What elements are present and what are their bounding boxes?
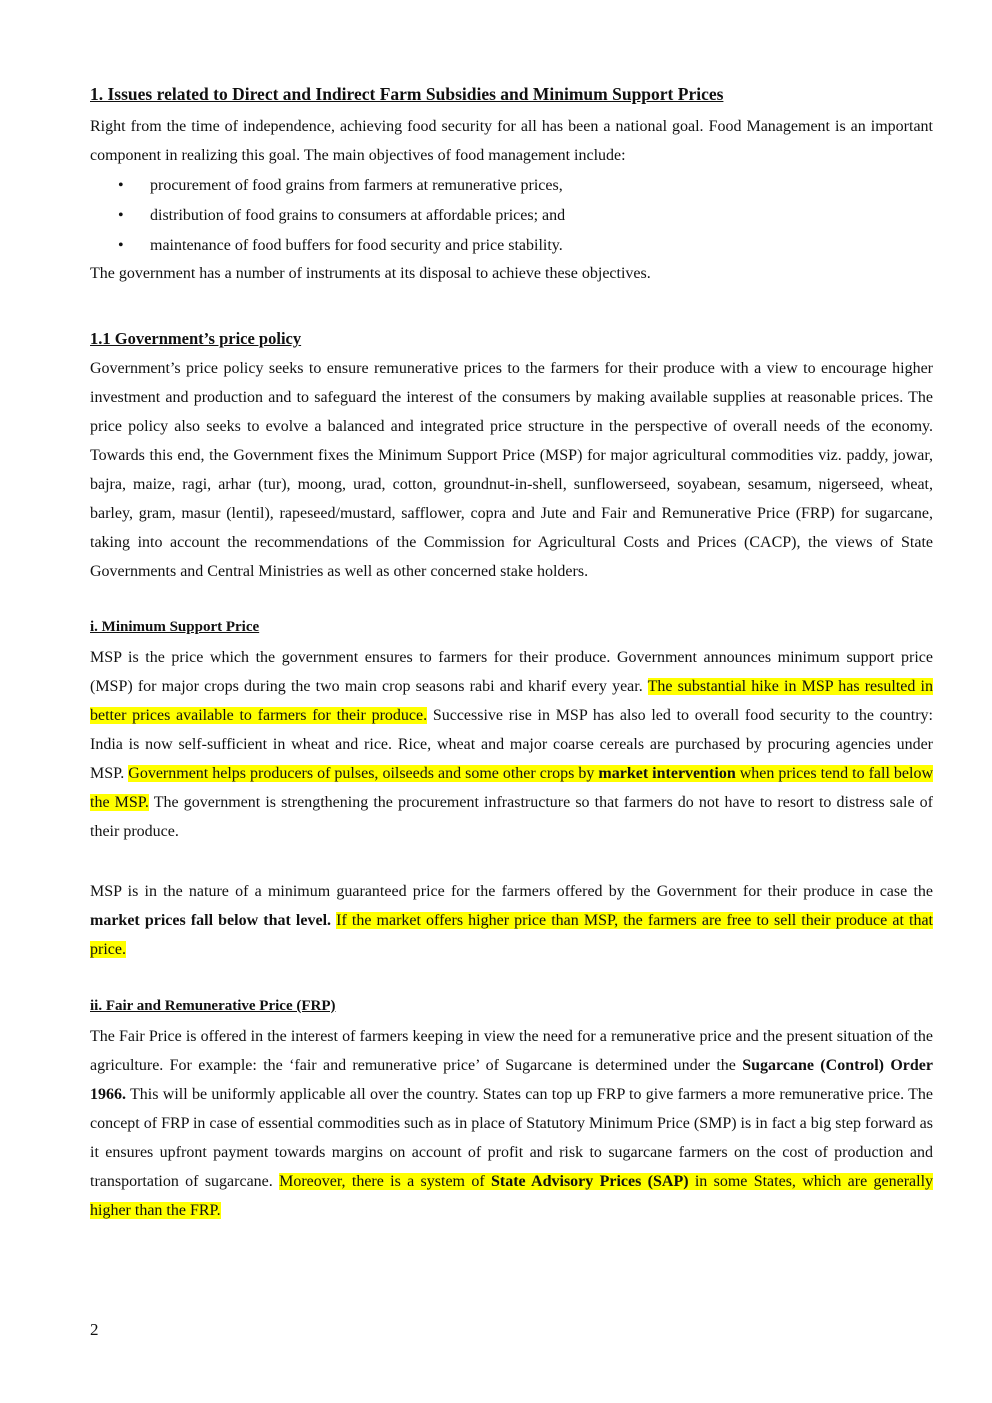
section-heading: 1. Issues related to Direct and Indirect Farm Subsidies and Minimum Support Prices [90,84,724,104]
text-run: Successive rise in MSP has also led to overall food security to the country: India is now self-sufficient in wheat and rice. Rice, wheat and major coarse cereals are purchased by procuring agencies under MSP. [90,707,933,782]
bold-text: market prices fall below that level. [90,912,332,929]
price-policy-paragraph: Government’s price policy seeks to ensure remunerative prices to the farmers for their produce with a view to encourage higher investment and production and to safeguard the interest of the consumers by making available supplies at reasonable prices. The price policy also seeks to evolve a balanced and integrated price structure in the perspective of overall needs of the economy. Towards this end, the Government fixes the Minimum Support Price (MSP) for major agricultural commodities viz. paddy, jowar, bajra, maize, ragi, arhar (tur), moong, urad, cotton, groundnut-in-shell, sunflowerseed, soyabean, sesamum, nigerseed, wheat, barley, gram, masur (lentil), rapeseed/mustard, safflower, copra and Jute and Fair and Remunerative Price (FRP) for sugarcane, taking into account the recommendations of the Commission for Agricultural Costs and Prices (CACP), the views of State Governments and Central Ministries as well as other concerned stake holders. [90,360,933,580]
highlighted-text: when prices tend to fall below the MSP. [90,765,934,811]
list-item: • distribution of food grains to consumers at affordable prices; and [90,201,933,231]
text-run: MSP is the price which the government ensures to farmers for their produce. Government announces minimum support price (MSP) for major crops during the two main crop seasons rabi and kharif every year. [90,649,933,695]
text-run: The Fair Price is offered in the interest of farmers keeping in view the need for a remunerative price and the present situation of the agriculture. For example: the ‘fair and remunerative price’ of Sugarcane is determined under the [90,1028,933,1074]
intro-closing: The government has a number of instruments at its disposal to achieve these objectives. [90,265,651,282]
frp-heading: ii. Fair and Remunerative Price (FRP) [90,998,336,1014]
text-run: This will be uniformly applicable all over the country. States can top up FRP to give farmers a more remunerative price. The concept of FRP in case of essential commodities such as in place of Statutory Minimum Price (SMP) is in fact a big step forward as it ensures upfront payment towards margins on account of profit and risk to sugarcane farmers on the cost of production and transportation of sugarcane. [90,1086,933,1190]
list-item: • maintenance of food buffers for food security and price stability. [90,231,933,261]
subsection-heading: 1.1 Government’s price policy [90,329,302,348]
text-run: The government is strengthening the procurement infrastructure so that farmers do not have to resort to distress sale of their produce. [90,794,934,840]
highlighted-text: market intervention [598,765,736,782]
msp-paragraph-2 [90,877,933,964]
highlighted-text: Government helps producers of pulses, oilseeds and some other crops by [128,765,599,782]
intro-paragraph: Right from the time of independence, achieving food security for all has been a national goal. Food Management is an important component in realizing this goal. The main objectives of food management include: [90,118,933,164]
page-number: 2 [90,1320,99,1339]
frp-paragraph [90,1022,933,1225]
highlighted-text: State Advisory Prices (SAP) [490,1173,689,1190]
bold-text: Sugarcane (Control) Order 1966. [90,1057,933,1103]
msp-paragraph-1 [90,643,933,846]
highlighted-text: The substantial hike in MSP has resulted in better prices available to farmers for their produce. [90,678,933,724]
highlighted-text: in some States, which are generally higher than the FRP. [90,1173,934,1219]
text-run: MSP is in the nature of a minimum guaranteed price for the farmers offered by the Government for their produce in case the [90,883,933,900]
msp-heading: i. Minimum Support Price [90,619,260,635]
highlighted-text: If the market offers higher price than MSP, the farmers are free to sell their produce at that price. [90,912,934,958]
list-item: • procurement of food grains from farmers at remunerative prices, [90,171,933,201]
objectives-list [90,171,933,261]
highlighted-text: Moreover, there is a system of [279,1173,491,1190]
